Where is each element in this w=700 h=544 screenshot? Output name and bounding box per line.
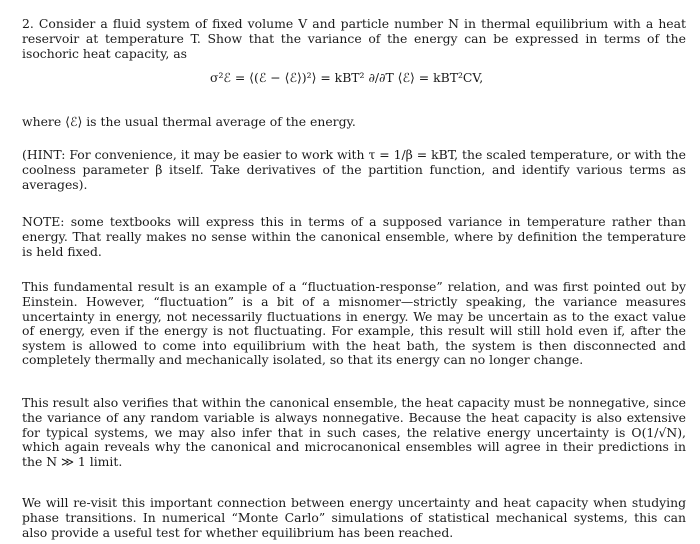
fluctuation-response-paragraph: This fundamental result is an example of a “fluctuation-response” relation, and was first pointed out by Einstein. However, “fluctuation” is a bit of a misnomer—strictly speaking, the variance measures uncertainty in energy, not necessarily fluctuations in energy. We may be uncertain as to the exact value of energy, even if the energy is not fluctuating. For example, this result will still hold even if, after the system is allowed to come into equilibrium with the heat bath, the system is then disconnected and completely thermally and mechanically isolated, so that its energy can no longer change. [22, 279, 686, 368]
hint-paragraph: (HINT: For convenience, it may be easier to work with τ = 1/β = kBT, the scaled temperature, or with the coolness parameter β itself. Take derivatives of the partition function, and identify various terms as averages). [22, 147, 686, 192]
problem-intro-paragraph: 2. Consider a fluid system of fixed volume V and particle number N in thermal equilibrium with a heat reservoir at temperature T. Show that the variance of the energy can be expressed in terms of the isochoric heat capacity, as [22, 16, 686, 61]
variance-equation: σ²ℰ = ⟨(ℰ − ⟨ℰ⟩)²⟩ = kBT² ∂/∂T ⟨ℰ⟩ = kBT²CV, [210, 70, 484, 85]
revisit-paragraph: We will re-visit this important connection between energy uncertainty and heat capacity when studying phase transitions. In numerical “Monte Carlo” simulations of statistical mechanical systems, this can also provide a useful test for whether equilibrium has been reached. [22, 495, 686, 540]
heat-capacity-paragraph: This result also verifies that within the canonical ensemble, the heat capacity must be nonnegative, since the variance of any random variable is always nonnegative. Because the heat capacity is also extensive for typical systems, we may also infer that in such cases, the relative energy uncertainty is O(1/√N), which again reveals why the canonical and microcanonical ensembles will agree in their predictions in the N ≫ 1 limit. [22, 395, 686, 469]
where-paragraph: where ⟨ℰ⟩ is the usual thermal average of the energy. [22, 114, 356, 130]
note-paragraph: NOTE: some textbooks will express this in terms of a supposed variance in temperature rather than energy. That really makes no sense within the canonical ensemble, where by definition the temperature is held fixed. [22, 214, 686, 259]
